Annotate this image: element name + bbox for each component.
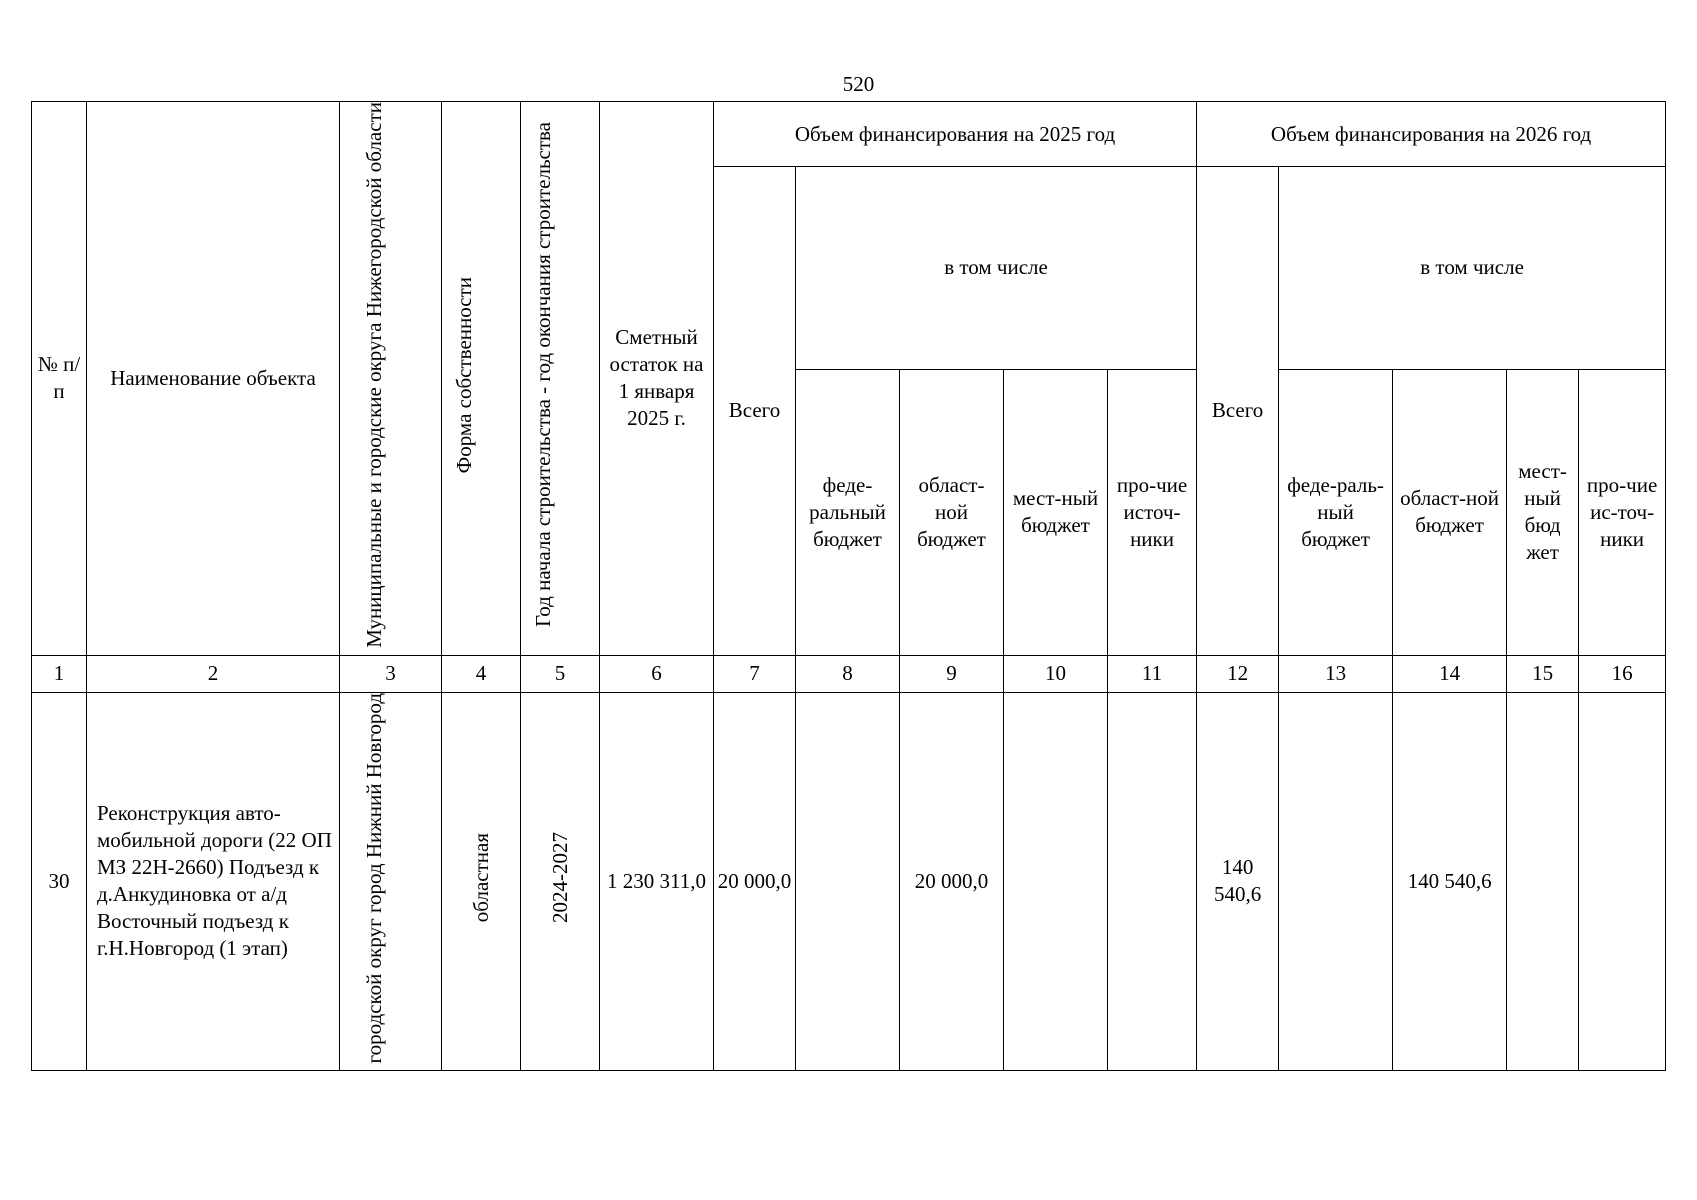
- header-including-2026: в том числе: [1279, 167, 1666, 370]
- header-remainder: Сметный остаток на 1 января 2025 г.: [600, 102, 714, 656]
- column-number: 15: [1507, 655, 1579, 692]
- column-number: 3: [340, 655, 442, 692]
- cell-total-2026: 140 540,6: [1197, 692, 1279, 1070]
- header-total-2026: Всего: [1197, 167, 1279, 656]
- column-number: 12: [1197, 655, 1279, 692]
- table-row: [32, 692, 1666, 1070]
- header-regional-2026: област-ной бюджет: [1393, 369, 1507, 655]
- header-federal-2025: феде-ральный бюджет: [796, 369, 900, 655]
- header-group-2026: Объем финансирования на 2026 год: [1197, 102, 1666, 167]
- column-number: 13: [1279, 655, 1393, 692]
- cell-object-name: Реконструкция авто-мобильной дороги (22 ОП МЗ 22Н-2660) Подъезд к д.Анкудиновка от а/д Восточный подъезд к г.Н.Новгород (1 этап): [87, 692, 340, 1070]
- cell-local-2025: [1004, 692, 1108, 1070]
- cell-federal-2026: [1279, 692, 1393, 1070]
- column-number: 7: [714, 655, 796, 692]
- header-other-2026: про-чие ис-точ-ники: [1579, 369, 1666, 655]
- cell-local-2026: [1507, 692, 1579, 1070]
- header-local-2026: мест-ный бюд жет: [1507, 369, 1579, 655]
- header-years: Год начала строительства - год окончания строительства: [521, 102, 600, 656]
- column-number: 6: [600, 655, 714, 692]
- cell-years: 2024-2027: [521, 692, 600, 1070]
- column-number-row: [32, 655, 1666, 692]
- column-number: 9: [900, 655, 1004, 692]
- cell-regional-2026: 140 540,6: [1393, 692, 1507, 1070]
- header-regional-2025: област-ной бюджет: [900, 369, 1004, 655]
- cell-regional-2025: 20 000,0: [900, 692, 1004, 1070]
- header-name: Наименование объекта: [87, 102, 340, 656]
- header-ownership: Форма собственности: [442, 102, 521, 656]
- cell-municipal: городской округ город Нижний Новгород: [340, 692, 442, 1070]
- header-other-2025: про-чие источ-ники: [1108, 369, 1197, 655]
- header-total-2025: Всего: [714, 167, 796, 656]
- cell-federal-2025: [796, 692, 900, 1070]
- header-including-2025: в том числе: [796, 167, 1197, 370]
- header-municipal: Муниципальные и городские округа Нижегородской области: [340, 102, 442, 656]
- cell-other-2026: [1579, 692, 1666, 1070]
- cell-total-2025: 20 000,0: [714, 692, 796, 1070]
- cell-other-2025: [1108, 692, 1197, 1070]
- header-local-2025: мест-ный бюджет: [1004, 369, 1108, 655]
- column-number: 14: [1393, 655, 1507, 692]
- header-group-2025: Объем финансирования на 2025 год: [714, 102, 1197, 167]
- cell-ownership: областная: [442, 692, 521, 1070]
- column-number: 4: [442, 655, 521, 692]
- page-number: 520: [842, 72, 875, 96]
- header-num: № п/п: [32, 102, 87, 656]
- financing-table: [31, 101, 1666, 1071]
- header-federal-2026: феде-раль-ный бюджет: [1279, 369, 1393, 655]
- column-number: 16: [1579, 655, 1666, 692]
- column-number: 5: [521, 655, 600, 692]
- cell-num: 30: [32, 692, 87, 1070]
- column-number: 2: [87, 655, 340, 692]
- cell-remainder: 1 230 311,0: [600, 692, 714, 1070]
- column-number: 10: [1004, 655, 1108, 692]
- column-number: 1: [32, 655, 87, 692]
- column-number: 8: [796, 655, 900, 692]
- column-number: 11: [1108, 655, 1197, 692]
